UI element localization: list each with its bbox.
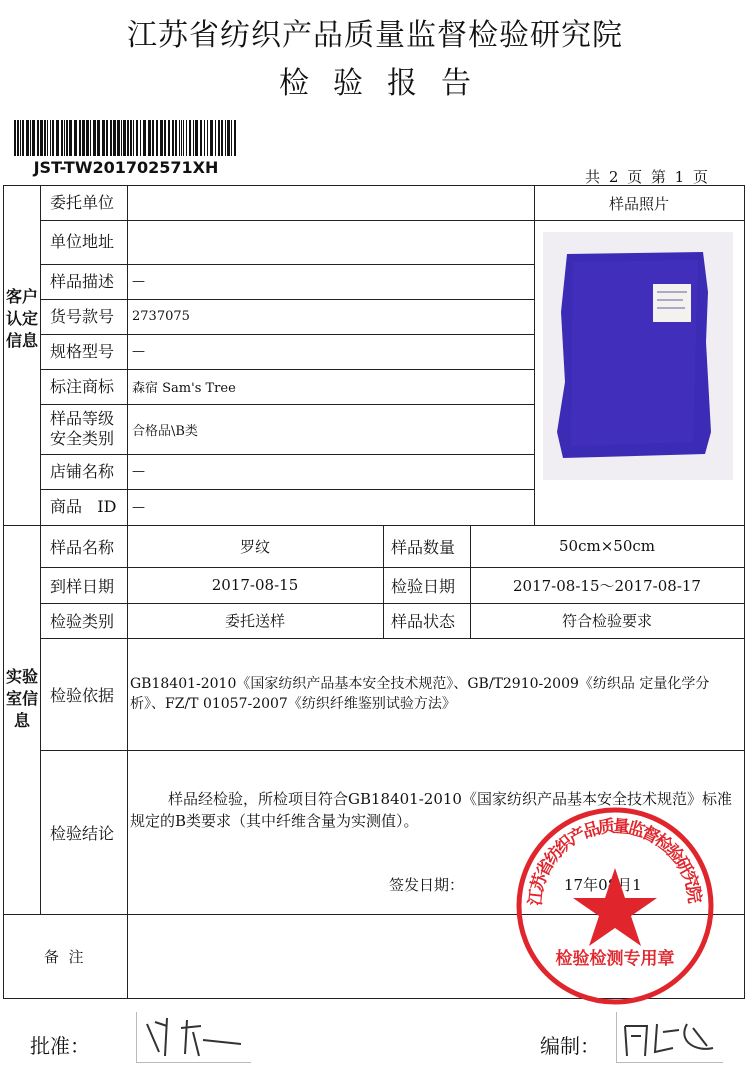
prepare-label: 编制： <box>540 1034 600 1058</box>
barcode-number: JST-TW201702571XH <box>33 158 219 177</box>
barcode-bar <box>22 120 24 156</box>
inspection-seal <box>515 806 715 1006</box>
barcode-bar <box>133 120 134 156</box>
barcode-bar <box>52 120 54 156</box>
barcode-bar <box>186 120 187 156</box>
prepare-signature <box>616 1012 723 1063</box>
customer-section-label: 客户认定信息 <box>5 287 38 350</box>
customer-row-label: 委托单位 <box>50 193 115 212</box>
customer-row-label: 样品等级 安全类别 <box>50 409 115 448</box>
remarks-label: 备 注 <box>44 948 84 966</box>
customer-row-label: 样品描述 <box>50 271 115 291</box>
barcode-bar <box>210 120 213 156</box>
customer-row-value: — <box>132 274 145 289</box>
barcode-bar <box>61 120 63 156</box>
barcode-bar <box>102 120 105 156</box>
customer-row-value: 2737075 <box>132 309 190 324</box>
barcode-bar <box>121 120 122 156</box>
barcode-bar <box>74 120 77 156</box>
barcode-bar <box>164 120 166 156</box>
barcode-bar <box>227 120 230 156</box>
barcode-bar <box>30 120 31 156</box>
barcode-bar <box>207 120 208 156</box>
barcode-bar <box>90 120 91 156</box>
barcode-bar <box>179 120 180 156</box>
barcode-bar <box>106 120 108 156</box>
sample-name: 罗纹 <box>239 537 270 556</box>
test-date: 2017-08-15～2017-08-17 <box>513 576 701 595</box>
barcode-bar <box>50 120 51 156</box>
sample-state-label: 样品状态 <box>391 612 456 631</box>
conclusion-text: 样品经检验，所检项目符合GB18401-2010《国家纺织产品基本安全技术规范》标准规定的B类要求（其中纤维含量为实测值）。 <box>130 790 732 830</box>
sample-qty: 50cm×50cm <box>559 537 655 555</box>
arrival-date-label: 到样日期 <box>50 576 115 596</box>
barcode-bar <box>40 120 43 156</box>
approve-signature-scribble <box>137 1012 251 1062</box>
barcode-bar <box>234 120 236 156</box>
barcode-bar <box>195 120 198 156</box>
barcode-bar <box>93 120 96 156</box>
barcode-bar <box>183 120 184 156</box>
conclusion-label: 检验结论 <box>50 823 115 843</box>
sample-state: 符合检验要求 <box>561 612 652 630</box>
barcode-bar <box>56 120 59 156</box>
sample-photo <box>543 232 733 480</box>
customer-row-label: 店铺名称 <box>50 461 115 481</box>
test-basis: GB18401-2010《国家纺织产品基本安全技术规范》、GB/T2910-2009《纺织品 定量化学分析》、FZ/T 01057-2007《纺织纤维鉴别试验方法》 <box>130 676 710 712</box>
barcode-bar <box>37 120 39 156</box>
barcode-bar <box>113 120 116 156</box>
barcode-bar <box>221 120 223 156</box>
barcode-bar <box>86 120 89 156</box>
customer-row-value: — <box>132 499 145 515</box>
barcode-bar <box>140 120 141 156</box>
barcode-bar <box>17 120 19 156</box>
customer-row-label: 规格型号 <box>50 341 115 361</box>
barcode-bar <box>69 120 72 156</box>
barcode-bar <box>231 120 232 156</box>
barcode-bar <box>82 120 85 156</box>
customer-row-label: 标注商标 <box>50 376 115 396</box>
barcode-bar <box>175 120 177 156</box>
barcode-bar <box>143 120 146 156</box>
sample-name-label: 样品名称 <box>50 537 115 557</box>
barcode-bar <box>156 120 158 156</box>
barcode-bar <box>44 120 46 156</box>
barcode-bar <box>47 120 48 156</box>
test-type: 委托送样 <box>224 612 285 630</box>
barcode-bar <box>204 120 205 156</box>
barcode-bar <box>168 120 170 156</box>
approve-signature <box>136 1012 251 1063</box>
barcode-bar <box>64 120 65 156</box>
barcode-bar <box>136 120 138 156</box>
barcode-bar <box>130 120 132 156</box>
barcode-bar <box>225 120 226 156</box>
seal-center-text: 检验检测专用章 <box>555 949 675 969</box>
barcode-bar <box>26 120 29 156</box>
barcode-bar <box>148 120 151 156</box>
barcode-bar <box>117 120 120 156</box>
barcode-bar <box>32 120 35 156</box>
barcode-bar <box>152 120 154 156</box>
customer-row-label: 单位地址 <box>50 232 115 251</box>
barcode-bar <box>218 120 220 156</box>
seal-ring-text: 江苏省纺织产品质量监督检验研究院 <box>525 816 705 907</box>
barcode-image <box>10 120 242 156</box>
barcode-bar <box>127 120 129 156</box>
photo-label: 样品照片 <box>608 194 669 213</box>
barcode-bar <box>160 120 163 156</box>
report-title: 检验报告 <box>279 66 495 101</box>
sample-qty-label: 样品数量 <box>391 537 456 557</box>
barcode-bar <box>66 120 68 156</box>
customer-row-value: — <box>132 344 145 359</box>
barcode-bar <box>110 120 112 156</box>
customer-row-value: 合格品\B类 <box>132 423 198 439</box>
barcode-bar <box>181 120 182 156</box>
issue-date-label: 签发日期： <box>389 876 465 894</box>
barcode-bar <box>79 120 81 156</box>
page-info: 共 2 页 第 1 页 <box>585 168 710 186</box>
customer-row-value: 森宿 Sam's Tree <box>132 381 236 396</box>
basis-label: 检验依据 <box>50 685 115 705</box>
barcode-bar <box>200 120 202 156</box>
barcode-bar <box>14 120 16 156</box>
prepare-signature-scribble <box>617 1012 723 1062</box>
customer-row-label: 商品 ID <box>50 497 117 516</box>
barcode-bar <box>97 120 100 156</box>
approve-label: 批准： <box>30 1034 90 1058</box>
issue-date: 17年08月1 <box>564 876 642 894</box>
barcode-bar <box>172 120 174 156</box>
barcode-bar <box>123 120 126 156</box>
test-type-label: 检验类别 <box>50 612 115 631</box>
customer-row-label: 货号款号 <box>50 306 115 326</box>
institute-name: 江苏省纺织产品质量监督检验研究院 <box>127 18 623 53</box>
arrival-date: 2017-08-15 <box>211 576 299 594</box>
barcode-bar <box>193 120 194 156</box>
barcode-bar <box>215 120 216 156</box>
customer-row-value: — <box>132 464 145 479</box>
lab-section-label: 实验室信息 <box>5 667 38 730</box>
barcode-bar <box>20 120 21 156</box>
test-date-label: 检验日期 <box>391 576 456 596</box>
barcode-bar <box>189 120 191 156</box>
